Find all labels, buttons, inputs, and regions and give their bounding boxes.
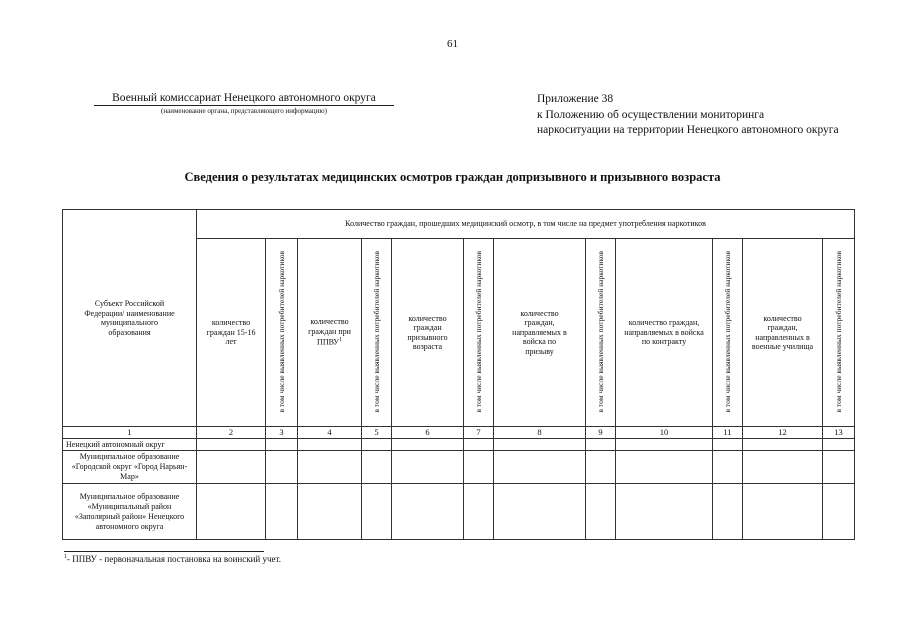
table-cell bbox=[298, 451, 362, 484]
appendix-line-1: Приложение 38 bbox=[537, 93, 614, 105]
table-cell bbox=[586, 439, 616, 451]
table-cell bbox=[743, 451, 823, 484]
column-number: 4 bbox=[298, 427, 362, 439]
column-number: 10 bbox=[616, 427, 713, 439]
group-header: Количество граждан, прошедших медицинский осмотр, в том числе на предмет употребления наркотиков bbox=[197, 210, 855, 239]
column-number: 9 bbox=[586, 427, 616, 439]
table-cell bbox=[392, 484, 464, 540]
table-cell bbox=[266, 439, 298, 451]
table-row bbox=[63, 439, 855, 451]
table-cell bbox=[362, 484, 392, 540]
header-col-7: в том числе выявленных потребителей наркотиков bbox=[464, 239, 494, 427]
header-col-12: количество граждан, направленных в военные училища bbox=[743, 239, 823, 427]
document-title: Сведения о результатах медицинских осмотров граждан допризывного и призывного возраста bbox=[184, 170, 721, 184]
column-number: 5 bbox=[362, 427, 392, 439]
table-cell bbox=[266, 451, 298, 484]
table-cell bbox=[298, 484, 362, 540]
header-col-4: количество граждан при ППВУ$^1$ bbox=[298, 239, 362, 427]
header-col-10: количество граждан, направляемых в войска по контракту bbox=[616, 239, 713, 427]
table-cell bbox=[392, 439, 464, 451]
header-col-8: количество граждан, направляемых в войска по призыву bbox=[494, 239, 586, 427]
table-cell bbox=[266, 484, 298, 540]
column-numbers-row bbox=[63, 427, 855, 439]
appendix-block bbox=[537, 92, 839, 139]
table-cell bbox=[713, 484, 743, 540]
table-cell bbox=[823, 484, 855, 540]
table-cell bbox=[494, 439, 586, 451]
header-col-9: в том числе выявленных потребителей наркотиков bbox=[586, 239, 616, 427]
table-cell bbox=[197, 439, 266, 451]
header-col-2: количество граждан 15-16 лет bbox=[197, 239, 266, 427]
column-number: 8 bbox=[494, 427, 586, 439]
column-number: 13 bbox=[823, 427, 855, 439]
organization-block bbox=[94, 92, 394, 115]
header-col-5: в том числе выявленных потребителей наркотиков bbox=[362, 239, 392, 427]
column-number: 2 bbox=[197, 427, 266, 439]
column-number: 11 bbox=[713, 427, 743, 439]
column-number: 7 bbox=[464, 427, 494, 439]
footnote bbox=[64, 554, 281, 564]
table-cell bbox=[823, 439, 855, 451]
header-col-11: в том числе выявленных потребителей наркотиков bbox=[713, 239, 743, 427]
column-number: 3 bbox=[266, 427, 298, 439]
subject-header: Субъект Российской Федерации/ наименование муниципального образования bbox=[63, 210, 197, 427]
appendix-line-2: к Положению об осуществлении мониторинга bbox=[537, 108, 765, 121]
row-name: Ненецкий автономный округ bbox=[63, 439, 197, 451]
table-cell bbox=[616, 439, 713, 451]
table-cell bbox=[197, 451, 266, 484]
table-row bbox=[63, 451, 855, 484]
table-cell bbox=[298, 439, 362, 451]
table-cell bbox=[392, 451, 464, 484]
table-cell bbox=[362, 451, 392, 484]
medical-exam-table bbox=[62, 209, 855, 540]
footnote-divider bbox=[64, 551, 264, 552]
header-col-6: количество граждан призывного возраста bbox=[392, 239, 464, 427]
column-number: 1 bbox=[63, 427, 197, 439]
table-cell bbox=[494, 484, 586, 540]
table-cell bbox=[464, 451, 494, 484]
header-col-3: в том числе выявленных потребителей наркотиков bbox=[266, 239, 298, 427]
table-cell bbox=[713, 439, 743, 451]
row-name: Муниципальное образование «Городской округ «Город Нарьян-Мар» bbox=[63, 451, 197, 484]
organization-name: Военный комиссариат Ненецкого автономного округа bbox=[94, 92, 394, 106]
header-col-13: в том числе выявленных потребителей наркотиков bbox=[823, 239, 855, 427]
column-number: 12 bbox=[743, 427, 823, 439]
appendix-line-3: наркоситуации на территории Ненецкого автономного округа bbox=[537, 124, 839, 136]
organization-caption: (наименование органа, представляющего информацию) bbox=[161, 107, 327, 115]
table-cell bbox=[586, 451, 616, 484]
footnote-mark: 1 bbox=[64, 554, 67, 560]
table-cell bbox=[494, 451, 586, 484]
table-cell bbox=[616, 451, 713, 484]
table-cell bbox=[823, 451, 855, 484]
table-cell bbox=[586, 484, 616, 540]
table-cell bbox=[464, 439, 494, 451]
table-cell bbox=[743, 484, 823, 540]
table-cell bbox=[464, 484, 494, 540]
table-cell bbox=[713, 451, 743, 484]
table-cell bbox=[743, 439, 823, 451]
table-cell bbox=[616, 484, 713, 540]
page-number: 61 bbox=[447, 38, 458, 50]
row-name: Муниципальное образование «Муниципальный район «Заполярный район» Ненецкого автономного округа bbox=[63, 484, 197, 540]
column-number: 6 bbox=[392, 427, 464, 439]
table-cell bbox=[362, 439, 392, 451]
footnote-text: - ППВУ - первоначальная постановка на воинский учет. bbox=[67, 554, 282, 564]
table-row bbox=[63, 484, 855, 540]
table-cell bbox=[197, 484, 266, 540]
